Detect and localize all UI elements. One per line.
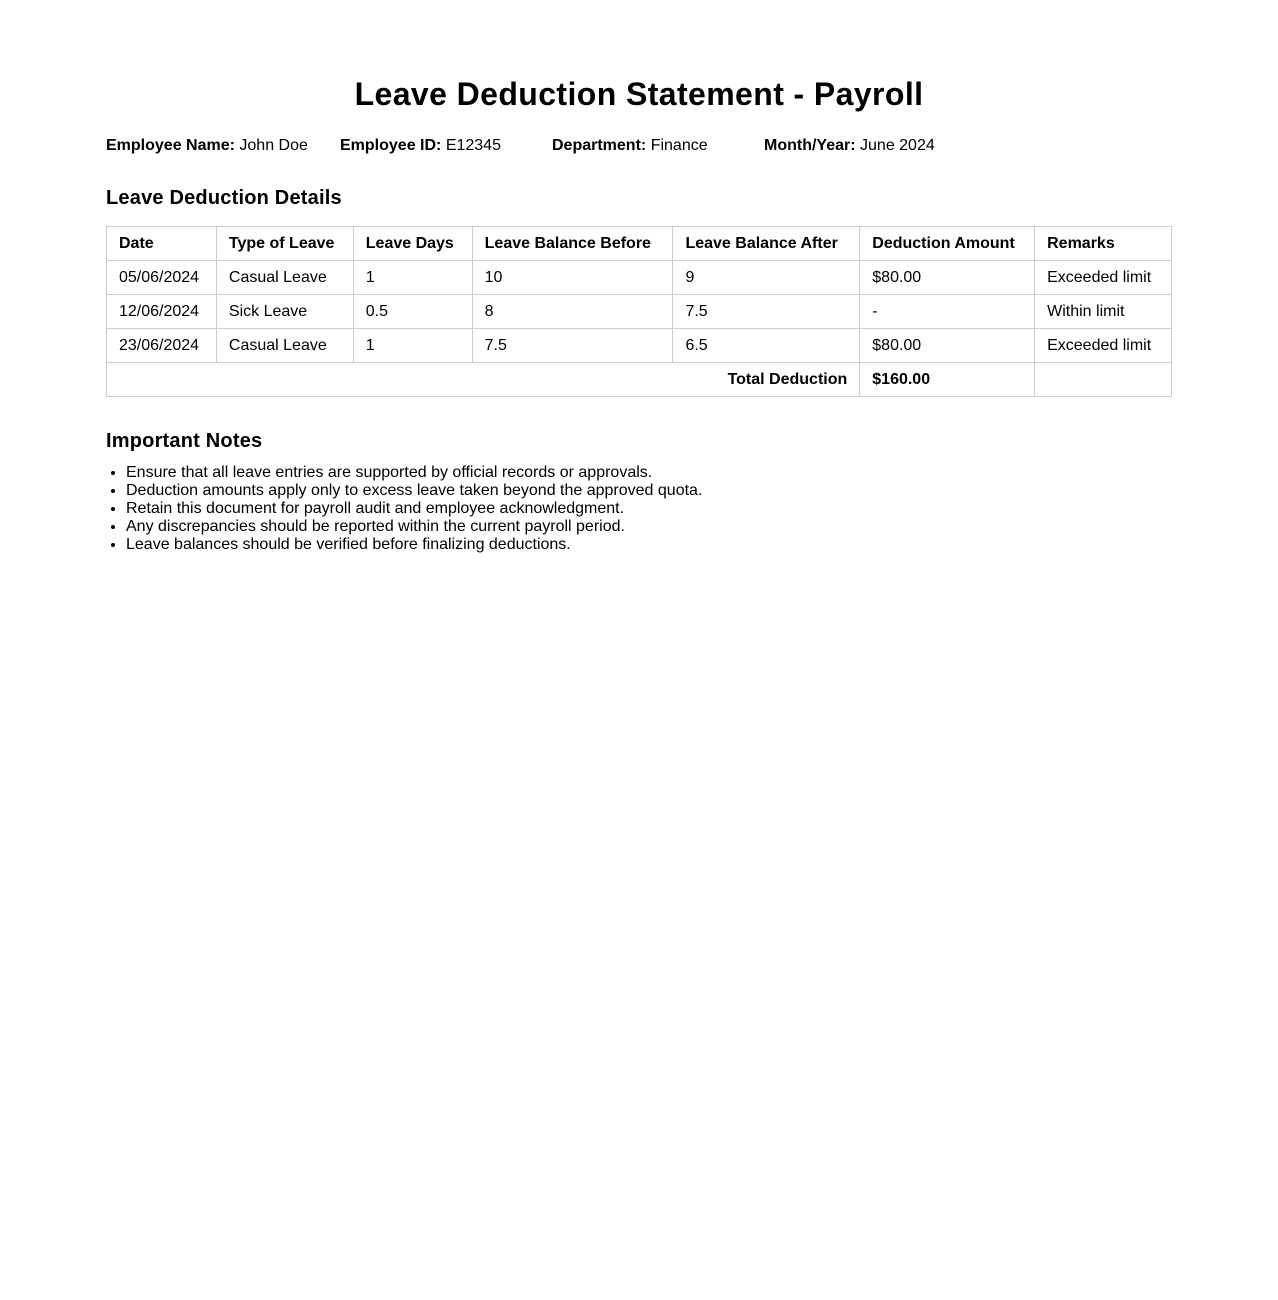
list-item: • Ensure that all leave entries are supported by official records or approvals.	[126, 464, 1172, 482]
balance-after-cell: 9	[673, 261, 860, 295]
date-cell: 12/06/2024	[107, 295, 217, 329]
department-label: Department:	[552, 137, 647, 154]
deduction-amount-cell: $80.00	[860, 261, 1035, 295]
column-header: Leave Balance After	[673, 227, 860, 261]
remarks-cell: Exceeded limit	[1035, 329, 1172, 363]
leave-days-cell: 0.5	[353, 295, 472, 329]
balance-before-cell: 7.5	[472, 329, 673, 363]
month-year-field	[764, 136, 935, 156]
deduction-amount-cell: -	[860, 295, 1035, 329]
notes-list	[106, 464, 1172, 554]
column-header: Leave Days	[353, 227, 472, 261]
department-value: Finance	[650, 137, 708, 154]
leave-type-cell: Casual Leave	[216, 329, 353, 363]
employee-name-field	[106, 136, 308, 156]
leave-deduction-table	[106, 226, 1172, 397]
column-header: Deduction Amount	[860, 227, 1035, 261]
list-item: • Leave balances should be verified before finalizing deductions.	[126, 536, 1172, 554]
column-header: Remarks	[1035, 227, 1172, 261]
notes-heading: Important Notes	[106, 430, 263, 452]
remarks-cell: Exceeded limit	[1035, 261, 1172, 295]
column-header: Date	[107, 227, 217, 261]
leave-type-cell: Casual Leave	[216, 261, 353, 295]
month-year-value: June 2024	[860, 137, 935, 154]
details-heading: Leave Deduction Details	[106, 187, 342, 209]
employee-name-value: John Doe	[239, 137, 308, 154]
column-header: Type of Leave	[216, 227, 353, 261]
total-remarks-cell	[1035, 363, 1172, 397]
column-header: Leave Balance Before	[472, 227, 673, 261]
deduction-amount-cell: $80.00	[860, 329, 1035, 363]
balance-after-cell: 7.5	[673, 295, 860, 329]
date-cell: 05/06/2024	[107, 261, 217, 295]
total-deduction-label: Total Deduction	[107, 363, 860, 397]
leave-days-cell: 1	[353, 329, 472, 363]
employee-id-label: Employee ID:	[340, 137, 442, 154]
table-row	[107, 329, 1172, 363]
leave-type-cell: Sick Leave	[216, 295, 353, 329]
month-year-label: Month/Year:	[764, 137, 856, 154]
table-header-row	[107, 227, 1172, 261]
employee-info	[106, 136, 1172, 156]
list-item: • Deduction amounts apply only to excess leave taken beyond the approved quota.	[126, 482, 1172, 500]
table-row	[107, 261, 1172, 295]
list-item: • Retain this document for payroll audit and employee acknowledgment.	[126, 500, 1172, 518]
table-row	[107, 295, 1172, 329]
department-field	[552, 136, 708, 156]
balance-before-cell: 10	[472, 261, 673, 295]
employee-id-value: E12345	[445, 137, 501, 154]
page-title: Leave Deduction Statement - Payroll	[354, 76, 924, 112]
leave-days-cell: 1	[353, 261, 472, 295]
employee-id-field	[340, 136, 501, 156]
remarks-cell: Within limit	[1035, 295, 1172, 329]
list-item: • Any discrepancies should be reported within the current payroll period.	[126, 518, 1172, 536]
balance-before-cell: 8	[472, 295, 673, 329]
date-cell: 23/06/2024	[107, 329, 217, 363]
total-deduction-value: $160.00	[860, 363, 1035, 397]
total-row	[107, 363, 1172, 397]
balance-after-cell: 6.5	[673, 329, 860, 363]
employee-name-label: Employee Name:	[106, 137, 235, 154]
